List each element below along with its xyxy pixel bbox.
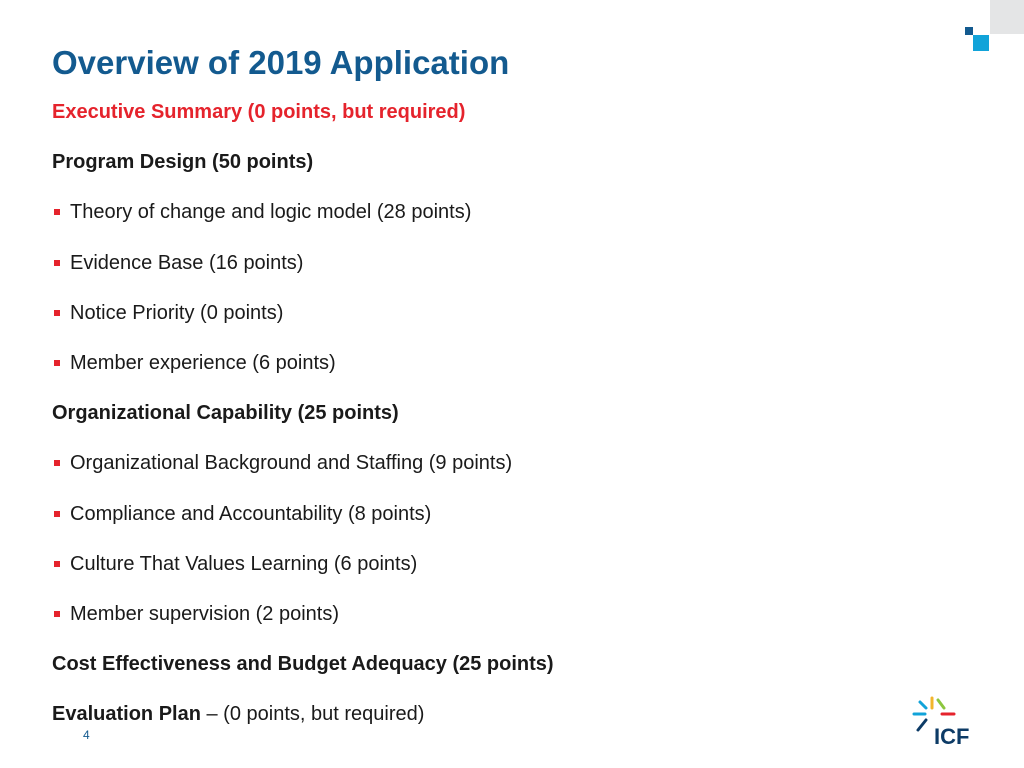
- icf-logo-text: ICF: [934, 724, 970, 749]
- bullet-item: [52, 251, 952, 301]
- cost-effectiveness-heading: [52, 652, 952, 702]
- evaluation-plan-line: [52, 702, 952, 752]
- bullet-item: [52, 200, 952, 250]
- bullet-item: [52, 351, 952, 401]
- corner-decoration-cyan-square: [973, 35, 989, 51]
- bullet-text-member-experience: Member experience (6 points): [70, 351, 336, 374]
- bullet-text-compliance: Compliance and Accountability (8 points): [70, 502, 432, 525]
- cost-effectiveness-text: Cost Effectiveness and Budget Adequacy (25 points): [52, 653, 554, 676]
- organizational-capability-heading: [52, 401, 952, 451]
- organizational-capability-text: Organizational Capability (25 points): [52, 402, 399, 425]
- executive-summary-text: Executive Summary (0 points, but required): [52, 101, 466, 123]
- program-design-heading: [52, 150, 952, 200]
- bullet-text-org-background: Organizational Background and Staffing (9 points): [70, 452, 513, 475]
- bullet-text-member-supervision: Member supervision (2 points): [70, 602, 339, 625]
- bullet-text-evidence-base: Evidence Base (16 points): [70, 251, 304, 274]
- page-number: 4: [83, 728, 90, 742]
- slide-body: [52, 100, 952, 752]
- bullet-text-notice-priority: Notice Priority (0 points): [70, 301, 284, 324]
- bullet-square-icon: [54, 561, 60, 567]
- bullet-item: [52, 451, 952, 501]
- corner-decoration-grey: [990, 0, 1024, 34]
- bullet-item: [52, 602, 952, 652]
- bullet-text-theory-of-change: Theory of change and logic model (28 points): [70, 201, 472, 224]
- bullet-square-icon: [54, 611, 60, 617]
- evaluation-plan-detail: – (0 points, but required): [200, 703, 425, 726]
- bullet-square-icon: [54, 511, 60, 517]
- evaluation-plan-label: Evaluation Plan: [52, 703, 201, 726]
- bullet-item: [52, 301, 952, 351]
- bullet-item: [52, 502, 952, 552]
- bullet-text-culture-learning: Culture That Values Learning (6 points): [70, 552, 418, 575]
- bullet-square-icon: [54, 260, 60, 266]
- bullet-square-icon: [54, 310, 60, 316]
- bullet-item: [52, 552, 952, 602]
- bullet-square-icon: [54, 209, 60, 215]
- corner-decoration-dark-square: [965, 27, 973, 35]
- executive-summary-heading: [52, 100, 952, 150]
- bullet-square-icon: [54, 360, 60, 366]
- bullet-square-icon: [54, 460, 60, 466]
- program-design-text: Program Design (50 points): [52, 151, 314, 174]
- slide-title: Overview of 2019 Application: [52, 44, 510, 81]
